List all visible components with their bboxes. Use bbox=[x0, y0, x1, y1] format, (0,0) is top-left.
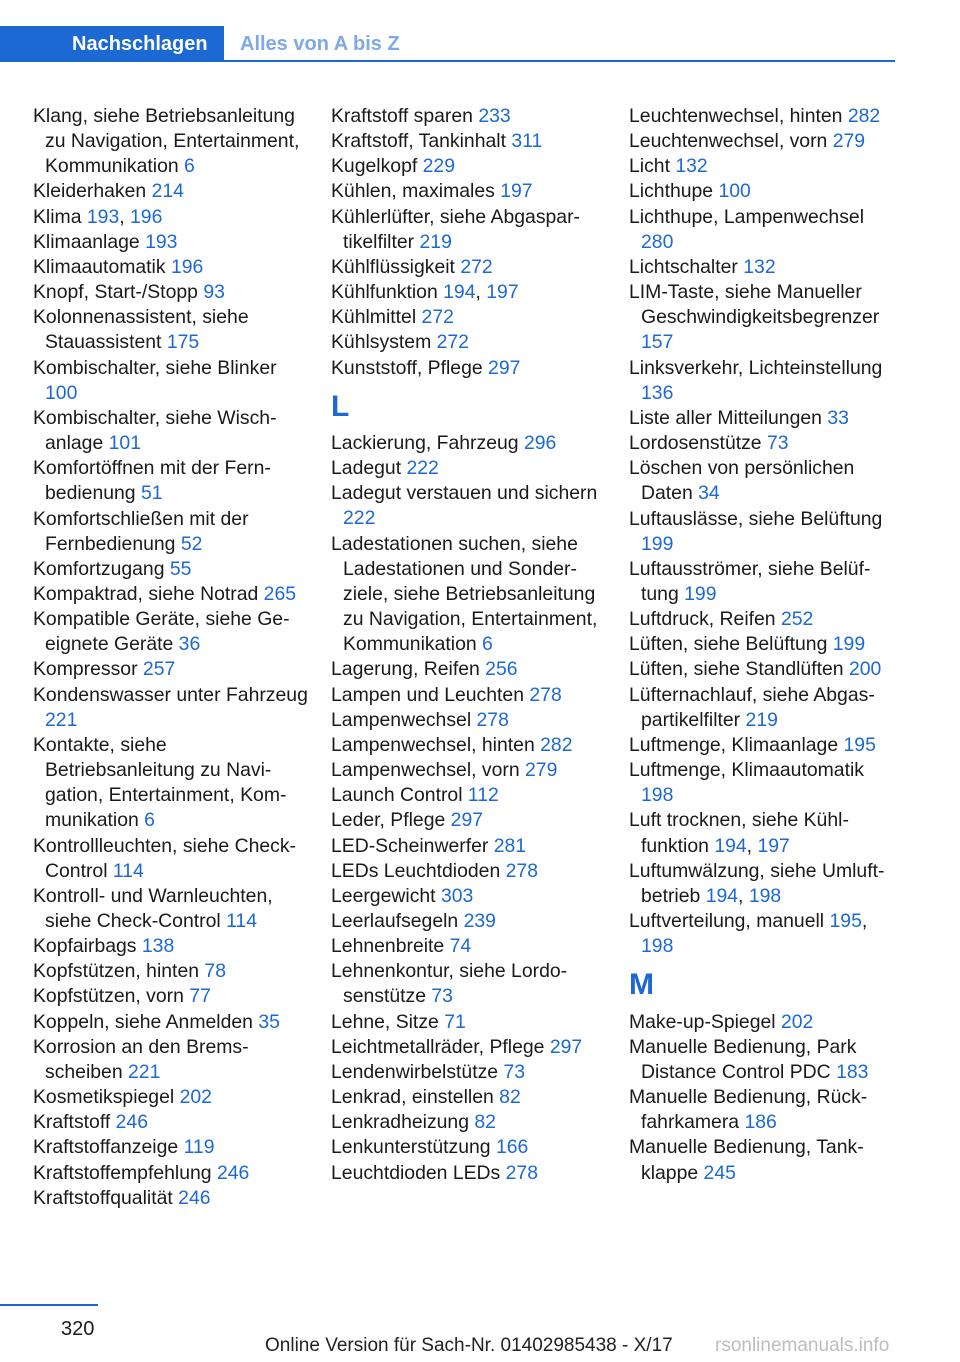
page-link[interactable]: 311 bbox=[511, 130, 543, 153]
index-term: Klimaautomatik bbox=[33, 255, 171, 278]
index-term: Manuelle Bedienung, Tankklappe bbox=[629, 1136, 864, 1184]
index-term: Leichtmetallräder, Pflege bbox=[331, 1035, 550, 1058]
page-link[interactable]: 245 bbox=[703, 1161, 736, 1184]
page-link[interactable]: 278 bbox=[505, 1161, 538, 1184]
index-term: Lenkunterstützung bbox=[331, 1136, 496, 1159]
page-link[interactable]: 282 bbox=[540, 733, 573, 756]
index-term: Komfortöffnen mit der Fernbedienung bbox=[33, 457, 271, 505]
index-entry bbox=[331, 1161, 606, 1186]
index-entry bbox=[331, 280, 606, 305]
index-entry bbox=[629, 356, 899, 406]
index-entry bbox=[331, 205, 606, 255]
page-link[interactable]: 199 bbox=[684, 582, 717, 605]
index-term: Korrosion an den Bremsscheiben bbox=[33, 1035, 249, 1083]
index-entry bbox=[33, 255, 308, 280]
index-entry bbox=[331, 683, 606, 708]
index-term: Manuelle Bedienung, Rückfahrkamera bbox=[629, 1086, 868, 1134]
page-link[interactable]: 35 bbox=[258, 1010, 280, 1033]
page-link[interactable]: 222 bbox=[406, 457, 439, 480]
page-link[interactable]: 252 bbox=[780, 608, 814, 631]
page-link[interactable]: 303 bbox=[440, 884, 474, 907]
index-entry bbox=[33, 1085, 308, 1110]
index-term: Kraftstoffanzeige bbox=[33, 1136, 184, 1159]
index-term: Launch Control bbox=[331, 784, 468, 807]
index-entry bbox=[629, 431, 899, 456]
index-term: Kompaktrad, siehe Notrad bbox=[33, 582, 264, 605]
index-entry bbox=[629, 255, 899, 280]
index-entry bbox=[331, 1035, 606, 1060]
index-term: Lenkradheizung bbox=[331, 1111, 475, 1134]
index-entry bbox=[331, 758, 606, 783]
index-entry bbox=[331, 104, 606, 129]
page-number: 320 bbox=[61, 1318, 95, 1340]
index-entry bbox=[33, 733, 308, 834]
page-link[interactable]: 194 bbox=[443, 281, 476, 304]
index-entry bbox=[629, 129, 899, 154]
index-term: Lehne, Sitze bbox=[331, 1010, 445, 1033]
index-entry bbox=[331, 783, 606, 808]
page-link[interactable]: 233 bbox=[478, 105, 511, 127]
index-term: Lagerung, Reifen bbox=[331, 658, 486, 681]
page-link[interactable]: 73 bbox=[766, 432, 789, 455]
index-term: Kühlfunktion bbox=[331, 281, 444, 304]
index-entry bbox=[629, 758, 899, 808]
index-term: Kontrollleuchten, siehe Check-Control bbox=[33, 834, 296, 882]
index-term: Kugelkopf bbox=[331, 155, 423, 178]
page-link[interactable]: 193 bbox=[86, 205, 120, 228]
page-link[interactable]: 78 bbox=[204, 960, 226, 983]
index-term: Luftmenge, Klimaautomatik bbox=[629, 759, 864, 782]
page-link[interactable]: 219 bbox=[745, 708, 778, 731]
page-separator: , bbox=[746, 834, 758, 857]
index-entry bbox=[331, 934, 606, 959]
index-term: Lampenwechsel, vorn bbox=[331, 759, 526, 782]
page-link[interactable]: 197 bbox=[757, 834, 790, 857]
index-entry bbox=[629, 179, 899, 204]
page-link[interactable]: 195 bbox=[843, 733, 876, 756]
index-term: Kleiderhaken bbox=[33, 180, 152, 203]
index-term: Lenkrad, einstellen bbox=[331, 1086, 500, 1109]
index-term: Luftausströmer, siehe Belüftung bbox=[629, 557, 871, 605]
page-link[interactable]: 195 bbox=[829, 910, 862, 932]
index-term: Leergewicht bbox=[331, 884, 441, 907]
index-entry bbox=[33, 959, 308, 984]
index-column-3 bbox=[629, 104, 899, 1186]
index-term: Manuelle Bedienung, Park Distance Control PDC bbox=[629, 1035, 857, 1083]
page-link[interactable]: 246 bbox=[178, 1186, 211, 1209]
page-link[interactable]: 119 bbox=[183, 1136, 215, 1159]
index-entry bbox=[33, 557, 308, 582]
index-entry bbox=[331, 481, 606, 531]
index-term: Kontroll- und Warnleuchten, siehe Check-Control bbox=[33, 884, 273, 932]
index-term: Luftauslässe, siehe Belüftung bbox=[629, 507, 883, 530]
page-link[interactable]: 194 bbox=[705, 884, 739, 907]
index-entry bbox=[331, 884, 606, 909]
index-entry bbox=[33, 104, 308, 179]
index-term: Licht bbox=[629, 155, 676, 178]
index-term: Leuchtenwechsel, vorn bbox=[629, 130, 833, 153]
page-link[interactable]: 221 bbox=[128, 1060, 161, 1083]
index-term: Kombischalter, siehe Wischanlage bbox=[33, 406, 277, 455]
page-link[interactable]: 138 bbox=[141, 935, 175, 958]
page-link[interactable]: 281 bbox=[493, 834, 527, 857]
page-link[interactable]: 198 bbox=[641, 784, 674, 807]
index-entry bbox=[331, 1060, 606, 1085]
page-link[interactable]: 55 bbox=[169, 557, 192, 580]
index-entry bbox=[33, 230, 308, 255]
page-link[interactable]: 114 bbox=[112, 859, 144, 882]
page-link[interactable]: 198 bbox=[641, 935, 674, 958]
index-entry bbox=[33, 456, 308, 506]
page-link[interactable]: 166 bbox=[495, 1136, 529, 1159]
page-link[interactable]: 272 bbox=[460, 255, 493, 278]
index-term: Lampenwechsel bbox=[331, 708, 477, 731]
index-entry bbox=[629, 1085, 899, 1135]
index-term: Leuchtdioden LEDs bbox=[331, 1161, 506, 1184]
index-entry bbox=[331, 179, 606, 204]
page-link[interactable]: 296 bbox=[523, 432, 557, 455]
page-link[interactable]: 100 bbox=[718, 180, 751, 203]
page-link[interactable]: 199 bbox=[641, 532, 674, 555]
index-column-1 bbox=[33, 104, 308, 1211]
page-link[interactable]: 52 bbox=[180, 532, 203, 555]
index-term: Luft trocknen, siehe Kühlfunktion bbox=[629, 809, 849, 857]
index-term: Lendenwirbelstütze bbox=[331, 1060, 504, 1083]
page-link[interactable]: 278 bbox=[505, 859, 538, 882]
page-header bbox=[0, 26, 895, 62]
page-link[interactable]: 194 bbox=[714, 834, 747, 857]
page-link[interactable]: 278 bbox=[529, 683, 562, 706]
page-link[interactable]: 93 bbox=[203, 281, 225, 304]
index-entry bbox=[629, 1010, 899, 1035]
index-term: Kraftstoffqualität bbox=[33, 1186, 179, 1209]
index-term: Kraftstoff sparen bbox=[331, 105, 479, 127]
index-entry bbox=[331, 255, 606, 280]
page-link[interactable]: 279 bbox=[832, 130, 866, 153]
index-entry bbox=[331, 657, 606, 682]
index-entry bbox=[629, 507, 899, 557]
page-link[interactable]: 222 bbox=[343, 507, 376, 530]
index-entry bbox=[629, 632, 899, 657]
index-entry bbox=[331, 305, 606, 330]
index-entry bbox=[33, 683, 308, 733]
page-link[interactable]: 132 bbox=[743, 255, 776, 278]
page-link[interactable]: 175 bbox=[166, 331, 200, 354]
index-entry bbox=[33, 280, 308, 305]
index-entry bbox=[331, 808, 606, 833]
page-link[interactable]: 197 bbox=[486, 281, 519, 304]
index-entry bbox=[33, 1110, 308, 1135]
index-entry bbox=[33, 305, 308, 355]
index-term: Linksverkehr, Lichteinstellung bbox=[629, 356, 883, 379]
index-entry bbox=[331, 456, 606, 481]
page-link[interactable]: 6 bbox=[184, 155, 195, 178]
page-link[interactable]: 132 bbox=[675, 155, 708, 178]
page-link[interactable]: 202 bbox=[179, 1086, 212, 1109]
index-term: Kosmetikspiegel bbox=[33, 1086, 180, 1109]
page-separator: , bbox=[738, 884, 749, 907]
page-link[interactable]: 280 bbox=[641, 230, 674, 253]
index-term: Kontakte, siehe Betriebsanleitung zu Navigation, Entertainment, Kommunikation bbox=[33, 733, 287, 832]
index-term: LED-Scheinwerfer bbox=[331, 834, 494, 857]
index-entry bbox=[629, 909, 899, 959]
index-term: Kühlsystem bbox=[331, 331, 437, 354]
index-entry bbox=[331, 859, 606, 884]
page-link[interactable]: 196 bbox=[130, 205, 163, 228]
index-entry bbox=[331, 431, 606, 456]
index-term: Kompatible Geräte, siehe Geeignete Geräte bbox=[33, 608, 290, 656]
index-term: Lichthupe bbox=[629, 180, 719, 203]
section-letter: M bbox=[629, 968, 654, 1002]
page-link[interactable]: 257 bbox=[142, 658, 176, 681]
index-term: Kopfairbags bbox=[33, 935, 142, 958]
index-entry bbox=[33, 205, 308, 230]
index-term: Knopf, Start-/Stopp bbox=[33, 281, 204, 304]
index-entry bbox=[629, 406, 899, 431]
index-entry bbox=[629, 733, 899, 758]
index-entry bbox=[629, 859, 899, 909]
watermark: rsonlinemanuals.info bbox=[715, 1335, 890, 1356]
page-link[interactable]: 77 bbox=[189, 985, 211, 1008]
page-link[interactable]: 202 bbox=[780, 1010, 814, 1033]
index-term: Lüfternachlauf, siehe Abgaspartikelfilter bbox=[629, 683, 875, 731]
page-link[interactable]: 193 bbox=[145, 230, 178, 253]
page-link[interactable]: 6 bbox=[144, 809, 155, 832]
page-link[interactable]: 51 bbox=[140, 482, 163, 505]
index-term: Kopfstützen, vorn bbox=[33, 985, 190, 1008]
index-term: Kombischalter, siehe Blinker bbox=[33, 356, 277, 379]
index-term: Löschen von persönlichen Daten bbox=[629, 457, 855, 505]
page-link[interactable]: 279 bbox=[525, 759, 558, 782]
index-entry bbox=[629, 808, 899, 858]
page-separator: , bbox=[861, 910, 868, 932]
index-entry bbox=[33, 507, 308, 557]
page-link[interactable]: 114 bbox=[226, 910, 257, 932]
page-link[interactable]: 36 bbox=[178, 633, 201, 656]
page-link[interactable]: 297 bbox=[549, 1035, 583, 1058]
page-link[interactable]: 6 bbox=[482, 633, 493, 656]
index-term: Lehnenbreite bbox=[331, 935, 450, 958]
page-link[interactable]: 183 bbox=[836, 1060, 869, 1083]
index-term: Leuchtenwechsel, hinten bbox=[629, 105, 848, 127]
index-entry bbox=[33, 1186, 308, 1211]
index-entry bbox=[629, 657, 899, 682]
page-link[interactable]: 221 bbox=[45, 708, 78, 731]
page-link[interactable]: 278 bbox=[476, 708, 509, 731]
page-link[interactable]: 272 bbox=[436, 331, 469, 354]
page-link[interactable]: 199 bbox=[832, 633, 866, 656]
index-entry bbox=[33, 356, 308, 406]
page-link[interactable]: 186 bbox=[744, 1111, 777, 1134]
page-link[interactable]: 272 bbox=[421, 306, 454, 329]
index-term: Liste aller Mitteilungen bbox=[629, 406, 828, 429]
index-entry bbox=[629, 607, 899, 632]
index-term: Ladestationen suchen, siehe Ladestationen und Sonderziele, siehe Betriebsanleitung zu Navigation, Entertainment, Kommunikation bbox=[331, 532, 598, 656]
index-entry bbox=[331, 959, 606, 1009]
index-entry bbox=[33, 1010, 308, 1035]
index-entry bbox=[331, 1110, 606, 1135]
index-entry bbox=[629, 205, 899, 255]
page-link[interactable]: 101 bbox=[108, 432, 141, 455]
page-link[interactable]: 71 bbox=[444, 1010, 466, 1033]
index-entry bbox=[33, 884, 308, 934]
index-entry bbox=[629, 456, 899, 506]
page-link[interactable]: 136 bbox=[641, 381, 674, 404]
page-link[interactable]: 74 bbox=[449, 935, 472, 958]
index-entry bbox=[331, 1010, 606, 1035]
index-entry bbox=[33, 657, 308, 682]
footer-rule bbox=[0, 1304, 98, 1306]
index-term: Klima bbox=[33, 205, 87, 228]
index-entry bbox=[331, 330, 606, 355]
index-term: Lüften, siehe Standlüften bbox=[629, 658, 849, 681]
index-entry bbox=[629, 683, 899, 733]
index-term: Lampenwechsel, hinten bbox=[331, 733, 541, 756]
index-column-2 bbox=[331, 104, 606, 1186]
page-link[interactable]: 200 bbox=[848, 658, 882, 681]
page-separator: , bbox=[475, 281, 487, 304]
index-term: Leder, Pflege bbox=[331, 809, 451, 832]
index-entry bbox=[33, 934, 308, 959]
page-link[interactable]: 73 bbox=[503, 1060, 526, 1083]
page-link[interactable]: 196 bbox=[170, 255, 204, 278]
index-entry bbox=[331, 154, 606, 179]
index-entry bbox=[331, 834, 606, 859]
page-link[interactable]: 246 bbox=[115, 1111, 148, 1134]
index-entry bbox=[33, 1135, 308, 1160]
page-link[interactable]: 100 bbox=[45, 381, 78, 404]
index-term: Lehnenkontur, siehe Lordosenstütze bbox=[331, 960, 568, 1008]
index-term: LIM-Taste, siehe Manueller Geschwindigkeitsbegrenzer bbox=[629, 281, 880, 329]
index-entry bbox=[629, 280, 899, 355]
index-entry bbox=[331, 1085, 606, 1110]
index-term: Luftumwälzung, siehe Umluftbetrieb bbox=[629, 859, 885, 907]
index-entry bbox=[33, 984, 308, 1009]
page-separator: , bbox=[119, 205, 131, 228]
tab-nachschlagen[interactable]: Nachschlagen bbox=[0, 26, 224, 62]
index-entry bbox=[629, 154, 899, 179]
index-term: Kompressor bbox=[33, 658, 143, 681]
page-link[interactable]: 297 bbox=[450, 809, 484, 832]
index-entry bbox=[33, 582, 308, 607]
section-letter: L bbox=[331, 389, 350, 423]
index-entry bbox=[629, 1135, 899, 1185]
index-entry bbox=[331, 532, 606, 658]
page-link[interactable]: 265 bbox=[263, 582, 297, 605]
index-entry bbox=[331, 356, 606, 381]
index-term: Kunststoff, Pflege bbox=[331, 356, 489, 379]
page-link[interactable]: 34 bbox=[698, 482, 720, 505]
index-term: Kühlerlüfter, siehe Abgaspartikelfilter bbox=[331, 205, 581, 253]
index-term: Kolonnenassistent, siehe Stauassistent bbox=[33, 306, 249, 354]
index-term: Lordosenstütze bbox=[629, 432, 767, 455]
index-term: LEDs Leuchtdioden bbox=[331, 859, 506, 882]
index-entry bbox=[33, 406, 308, 456]
index-term: Luftdruck, Reifen bbox=[629, 608, 781, 631]
index-entry bbox=[331, 708, 606, 733]
page-link[interactable]: 297 bbox=[488, 356, 521, 379]
tab-alles-von-a-bis-z[interactable]: Alles von A bis Z bbox=[240, 33, 400, 55]
page-link[interactable]: 198 bbox=[748, 884, 782, 907]
index-term: Lüften, siehe Belüftung bbox=[629, 633, 833, 656]
index-term: Kühlen, maximales bbox=[331, 180, 501, 203]
header-rule bbox=[0, 60, 895, 62]
page-link[interactable]: 197 bbox=[500, 180, 533, 203]
index-term: Luftmenge, Klimaanlage bbox=[629, 733, 844, 756]
page-link[interactable]: 214 bbox=[151, 180, 184, 203]
index-term: Lackierung, Fahrzeug bbox=[331, 432, 524, 455]
index-entry bbox=[33, 1035, 308, 1085]
page-link[interactable]: 219 bbox=[419, 230, 452, 253]
index-entry bbox=[629, 557, 899, 607]
index-entry bbox=[33, 607, 308, 657]
index-term: Kraftstoff bbox=[33, 1111, 116, 1134]
online-version-note: Online Version für Sach-Nr. 01402985438 - X/17 bbox=[265, 1335, 673, 1356]
index-entry bbox=[331, 1135, 606, 1160]
page-link[interactable]: 256 bbox=[485, 658, 518, 681]
index-term: Leerlaufsegeln bbox=[331, 909, 464, 932]
index-term: Kühlmittel bbox=[331, 306, 422, 329]
index-entry bbox=[331, 129, 606, 154]
index-entry bbox=[33, 834, 308, 884]
page-link[interactable]: 112 bbox=[467, 784, 499, 807]
index-term: Ladegut bbox=[331, 457, 407, 480]
page-link[interactable]: 82 bbox=[474, 1111, 496, 1134]
index-term: Komfortschließen mit der Fernbedienung bbox=[33, 507, 249, 555]
index-term: Kraftstoffempfehlung bbox=[33, 1161, 217, 1184]
index-term: Lichtschalter bbox=[629, 255, 744, 278]
index-term: Kraftstoff, Tankinhalt bbox=[331, 130, 512, 153]
index-entry bbox=[331, 909, 606, 934]
page-link[interactable]: 229 bbox=[422, 155, 455, 178]
index-term: Komfortzugang bbox=[33, 557, 170, 580]
index-entry bbox=[33, 1161, 308, 1186]
index-entry bbox=[33, 179, 308, 204]
page-link[interactable]: 246 bbox=[216, 1161, 250, 1184]
index-term: Klimaanlage bbox=[33, 230, 146, 253]
index-term: Kühlflüssigkeit bbox=[331, 255, 461, 278]
index-term: Kondenswasser unter Fahrzeug bbox=[33, 683, 308, 706]
page-link[interactable]: 33 bbox=[827, 406, 849, 429]
index-term: Ladegut verstauen und sichern bbox=[331, 482, 598, 505]
index-term: Lichthupe, Lampenwechsel bbox=[629, 205, 864, 228]
page-link[interactable]: 73 bbox=[431, 985, 453, 1008]
index-entry bbox=[629, 1035, 899, 1085]
index-term: Lampen und Leuchten bbox=[331, 683, 530, 706]
page-link[interactable]: 282 bbox=[847, 105, 881, 127]
index-term: Make-up-Spiegel bbox=[629, 1010, 781, 1033]
index-term: Koppeln, siehe Anmelden bbox=[33, 1010, 259, 1033]
index-entry bbox=[629, 104, 899, 129]
page-link[interactable]: 157 bbox=[641, 331, 674, 354]
index-entry bbox=[331, 733, 606, 758]
page-link[interactable]: 82 bbox=[499, 1086, 521, 1109]
page-link[interactable]: 239 bbox=[463, 909, 496, 932]
index-term: Kopfstützen, hinten bbox=[33, 960, 205, 983]
index-term: Klang, siehe Betriebsanleitung zu Navigation, Entertainment, Kommunikation bbox=[33, 105, 300, 178]
index-term: Luftverteilung, manuell bbox=[629, 910, 830, 932]
